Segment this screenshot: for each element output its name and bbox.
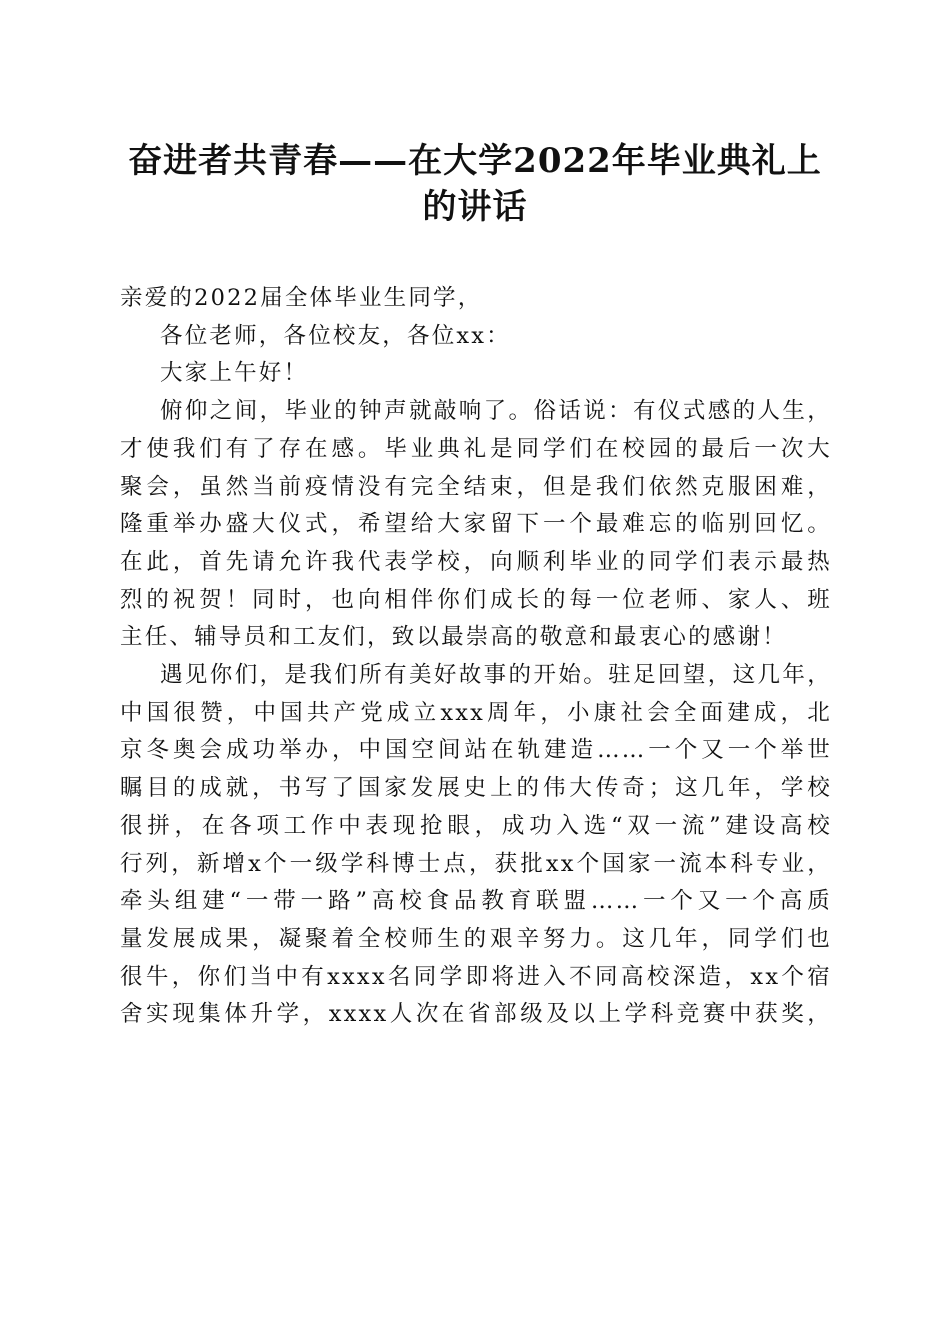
paragraph-line: 烈的祝贺！同时，也向相伴你们成长的每一位老师、家人、班 (120, 586, 832, 613)
paragraph-line: 聚会，虽然当前疫情没有完全结束，但是我们依然克服困难， (120, 473, 832, 500)
title-line-1: 奋进者共青春——在大学2022年毕业典礼上 (128, 141, 822, 181)
paragraph-line: 俯仰之间，毕业的钟声就敲响了。俗话说：有仪式感的人生， (160, 398, 832, 425)
salutation-teachers: 各位老师，各位校友，各位xx： (160, 322, 511, 349)
title-line-2: 的讲话 (422, 187, 528, 227)
paragraph-line: 牵头组建“一带一路”高校食品教育联盟……一个又一个高质 (120, 888, 832, 915)
paragraph-line: 京冬奥会成功举办，中国空间站在轨建造……一个又一个举世 (120, 737, 832, 764)
paragraph-line: 量发展成果，凝聚着全校师生的艰辛努力。这几年，同学们也 (120, 925, 832, 952)
document-body (120, 280, 832, 1034)
paragraph-line: 在此，首先请允许我代表学校，向顺利毕业的同学们表示最热 (120, 548, 832, 575)
paragraph-line: 很牛，你们当中有xxxx名同学即将进入不同高校深造，xx个宿 (120, 963, 832, 990)
document-title (110, 138, 840, 230)
paragraph-line: 很拼，在各项工作中表现抢眼，成功入选“双一流”建设高校 (120, 812, 832, 839)
paragraph-line: 隆重举办盛大仪式，希望给大家留下一个最难忘的临别回忆。 (120, 511, 832, 538)
paragraph-line: 舍实现集体升学，xxxx人次在省部级及以上学科竞赛中获奖， (120, 1001, 832, 1028)
greeting: 大家上午好！ (160, 360, 309, 387)
paragraph-1 (120, 393, 832, 657)
paragraph-line: 行列，新增x个一级学科博士点，获批xx个国家一流本科专业， (120, 850, 832, 877)
paragraph-line: 才使我们有了存在感。毕业典礼是同学们在校园的最后一次大 (120, 435, 832, 462)
salutation-students: 亲爱的2022届全体毕业生同学， (120, 285, 483, 311)
paragraph-line: 瞩目的成就，书写了国家发展史上的伟大传奇；这几年，学校 (120, 775, 832, 802)
paragraph-line: 中国很赞，中国共产党成立xxx周年，小康社会全面建成，北 (120, 699, 832, 726)
paragraph-line: 遇见你们，是我们所有美好故事的开始。驻足回望，这几年， (160, 662, 832, 689)
paragraph-line: 主任、辅导员和工友们，致以最崇高的敬意和最衷心的感谢！ (120, 624, 787, 651)
paragraph-2 (120, 657, 832, 1034)
